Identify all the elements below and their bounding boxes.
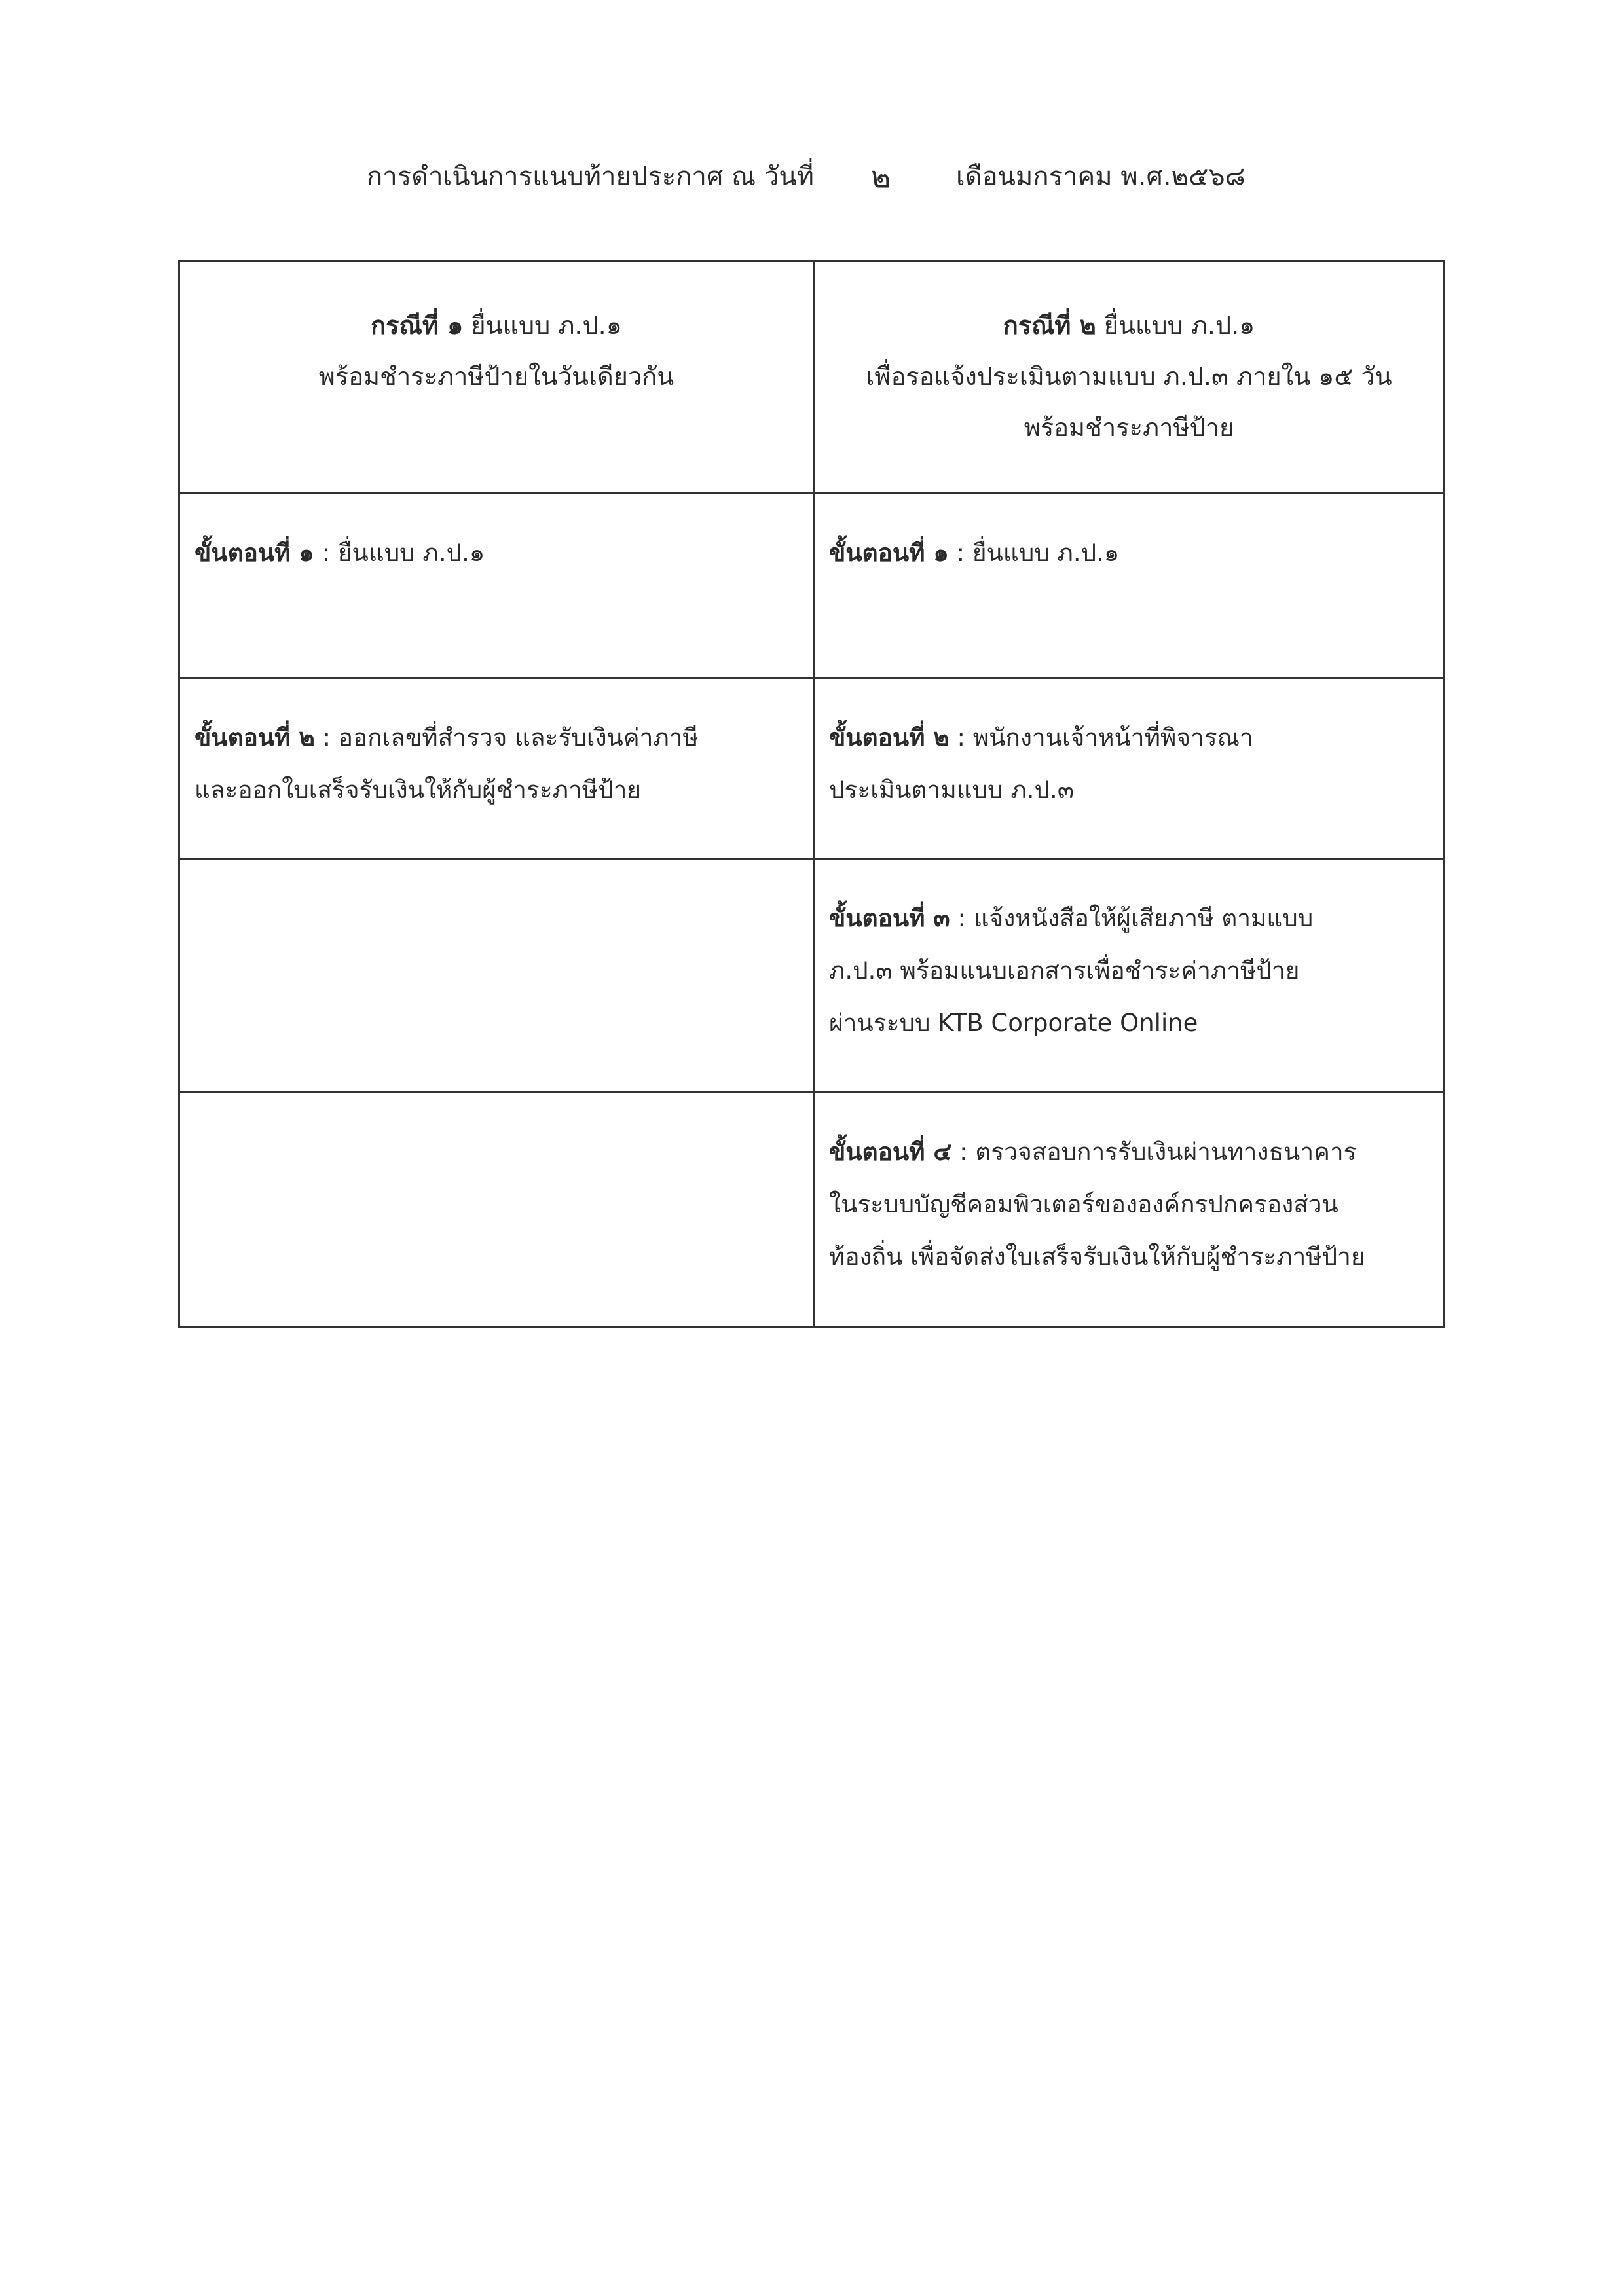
page-header [367, 147, 1283, 206]
case-1-title-line [187, 300, 806, 351]
header-prefix: การดำเนินการแนบท้ายประกาศ ณ วันที่ [367, 162, 815, 192]
header-day: ๒ [871, 159, 891, 194]
step-text-continued: ประเมินตามแบบ ภ.ป.๓ [829, 776, 1075, 804]
step-text-continued: ในระบบบัญชีคอมพิวเตอร์ขององค์กรปกครองส่วน [829, 1190, 1338, 1218]
case-1-title-rest: ยื่นแบบ ภ.ป.๑ [463, 311, 622, 340]
case-2-title-line [821, 300, 1437, 351]
header-suffix: เดือนมกราคม พ.ศ.๒๕๖๘ [956, 162, 1246, 192]
step-label: ขั้นตอนที่ ๑ [829, 539, 949, 567]
step-text: : ยื่นแบบ ภ.ป.๑ [948, 539, 1120, 567]
step-line [829, 712, 1443, 764]
step-label: ขั้นตอนที่ ๒ [194, 723, 315, 752]
case-2-title: กรณีที่ ๒ [1003, 311, 1096, 340]
step-line [829, 892, 1443, 945]
table-row [180, 494, 1443, 679]
case-2-subtitle: เพื่อรอแจ้งประเมินตามแบบ ภ.ป.๓ ภายใน ๑๕ วัน [866, 362, 1392, 391]
step-text: : ตรวจสอบการรับเงินผ่านทางธนาคาร [951, 1138, 1357, 1166]
case-1-empty-cell [180, 1093, 815, 1326]
case-1-step-2-cell [180, 679, 815, 858]
table-header-row [180, 262, 1443, 494]
step-label: ขั้นตอนที่ ๔ [829, 1138, 952, 1166]
table-row [180, 860, 1443, 1093]
step-line [194, 527, 813, 579]
step-label: ขั้นตอนที่ ๑ [194, 539, 314, 567]
step-line [194, 712, 813, 764]
case-2-header-cell [815, 262, 1443, 492]
step-text-continued: ผ่านระบบ KTB Corporate Online [829, 1009, 1198, 1037]
case-2-title-rest: ยื่นแบบ ภ.ป.๑ [1096, 311, 1255, 340]
step-text: : ยื่นแบบ ภ.ป.๑ [314, 539, 485, 567]
table-row [180, 679, 1443, 860]
step-text-continued: ภ.ป.๓ พร้อมแนบเอกสารเพื่อชำระค่าภาษีป้าย [829, 957, 1300, 985]
case-2-step-2-cell [815, 679, 1443, 858]
step-text: : พนักงานเจ้าหน้าที่พิจารณา [949, 723, 1253, 752]
case-2-step-3-cell [815, 860, 1443, 1091]
step-text: : ออกเลขที่สำรวจ และรับเงินค่าภาษี [314, 723, 699, 752]
step-text-continued: และออกใบเสร็จรับเงินให้กับผู้ชำระภาษีป้าย [194, 776, 642, 804]
step-label: ขั้นตอนที่ ๒ [829, 723, 950, 752]
case-2-step-4-cell [815, 1093, 1443, 1326]
step-line [829, 1126, 1443, 1178]
case-1-header-cell [180, 262, 815, 492]
case-2-step-1-cell [815, 494, 1443, 677]
table-row [180, 1093, 1443, 1326]
step-line [829, 527, 1443, 579]
step-label: ขั้นตอนที่ ๓ [829, 904, 950, 932]
step-text: : แจ้งหนังสือให้ผู้เสียภาษี ตามแบบ [950, 904, 1314, 932]
case-1-subtitle: พร้อมชำระภาษีป้ายในวันเดียวกัน [318, 362, 674, 391]
step-text-continued: ท้องถิ่น เพื่อจัดส่งใบเสร็จรับเงินให้กับผู้ชำระภาษีป้าย [829, 1243, 1365, 1271]
case-1-title: กรณีที่ ๑ [371, 311, 464, 340]
case-2-subtitle-2: พร้อมชำระภาษีป้าย [1024, 413, 1234, 442]
case-1-step-1-cell [180, 494, 815, 677]
case-1-empty-cell [180, 860, 815, 1091]
procedure-table [178, 260, 1445, 1328]
